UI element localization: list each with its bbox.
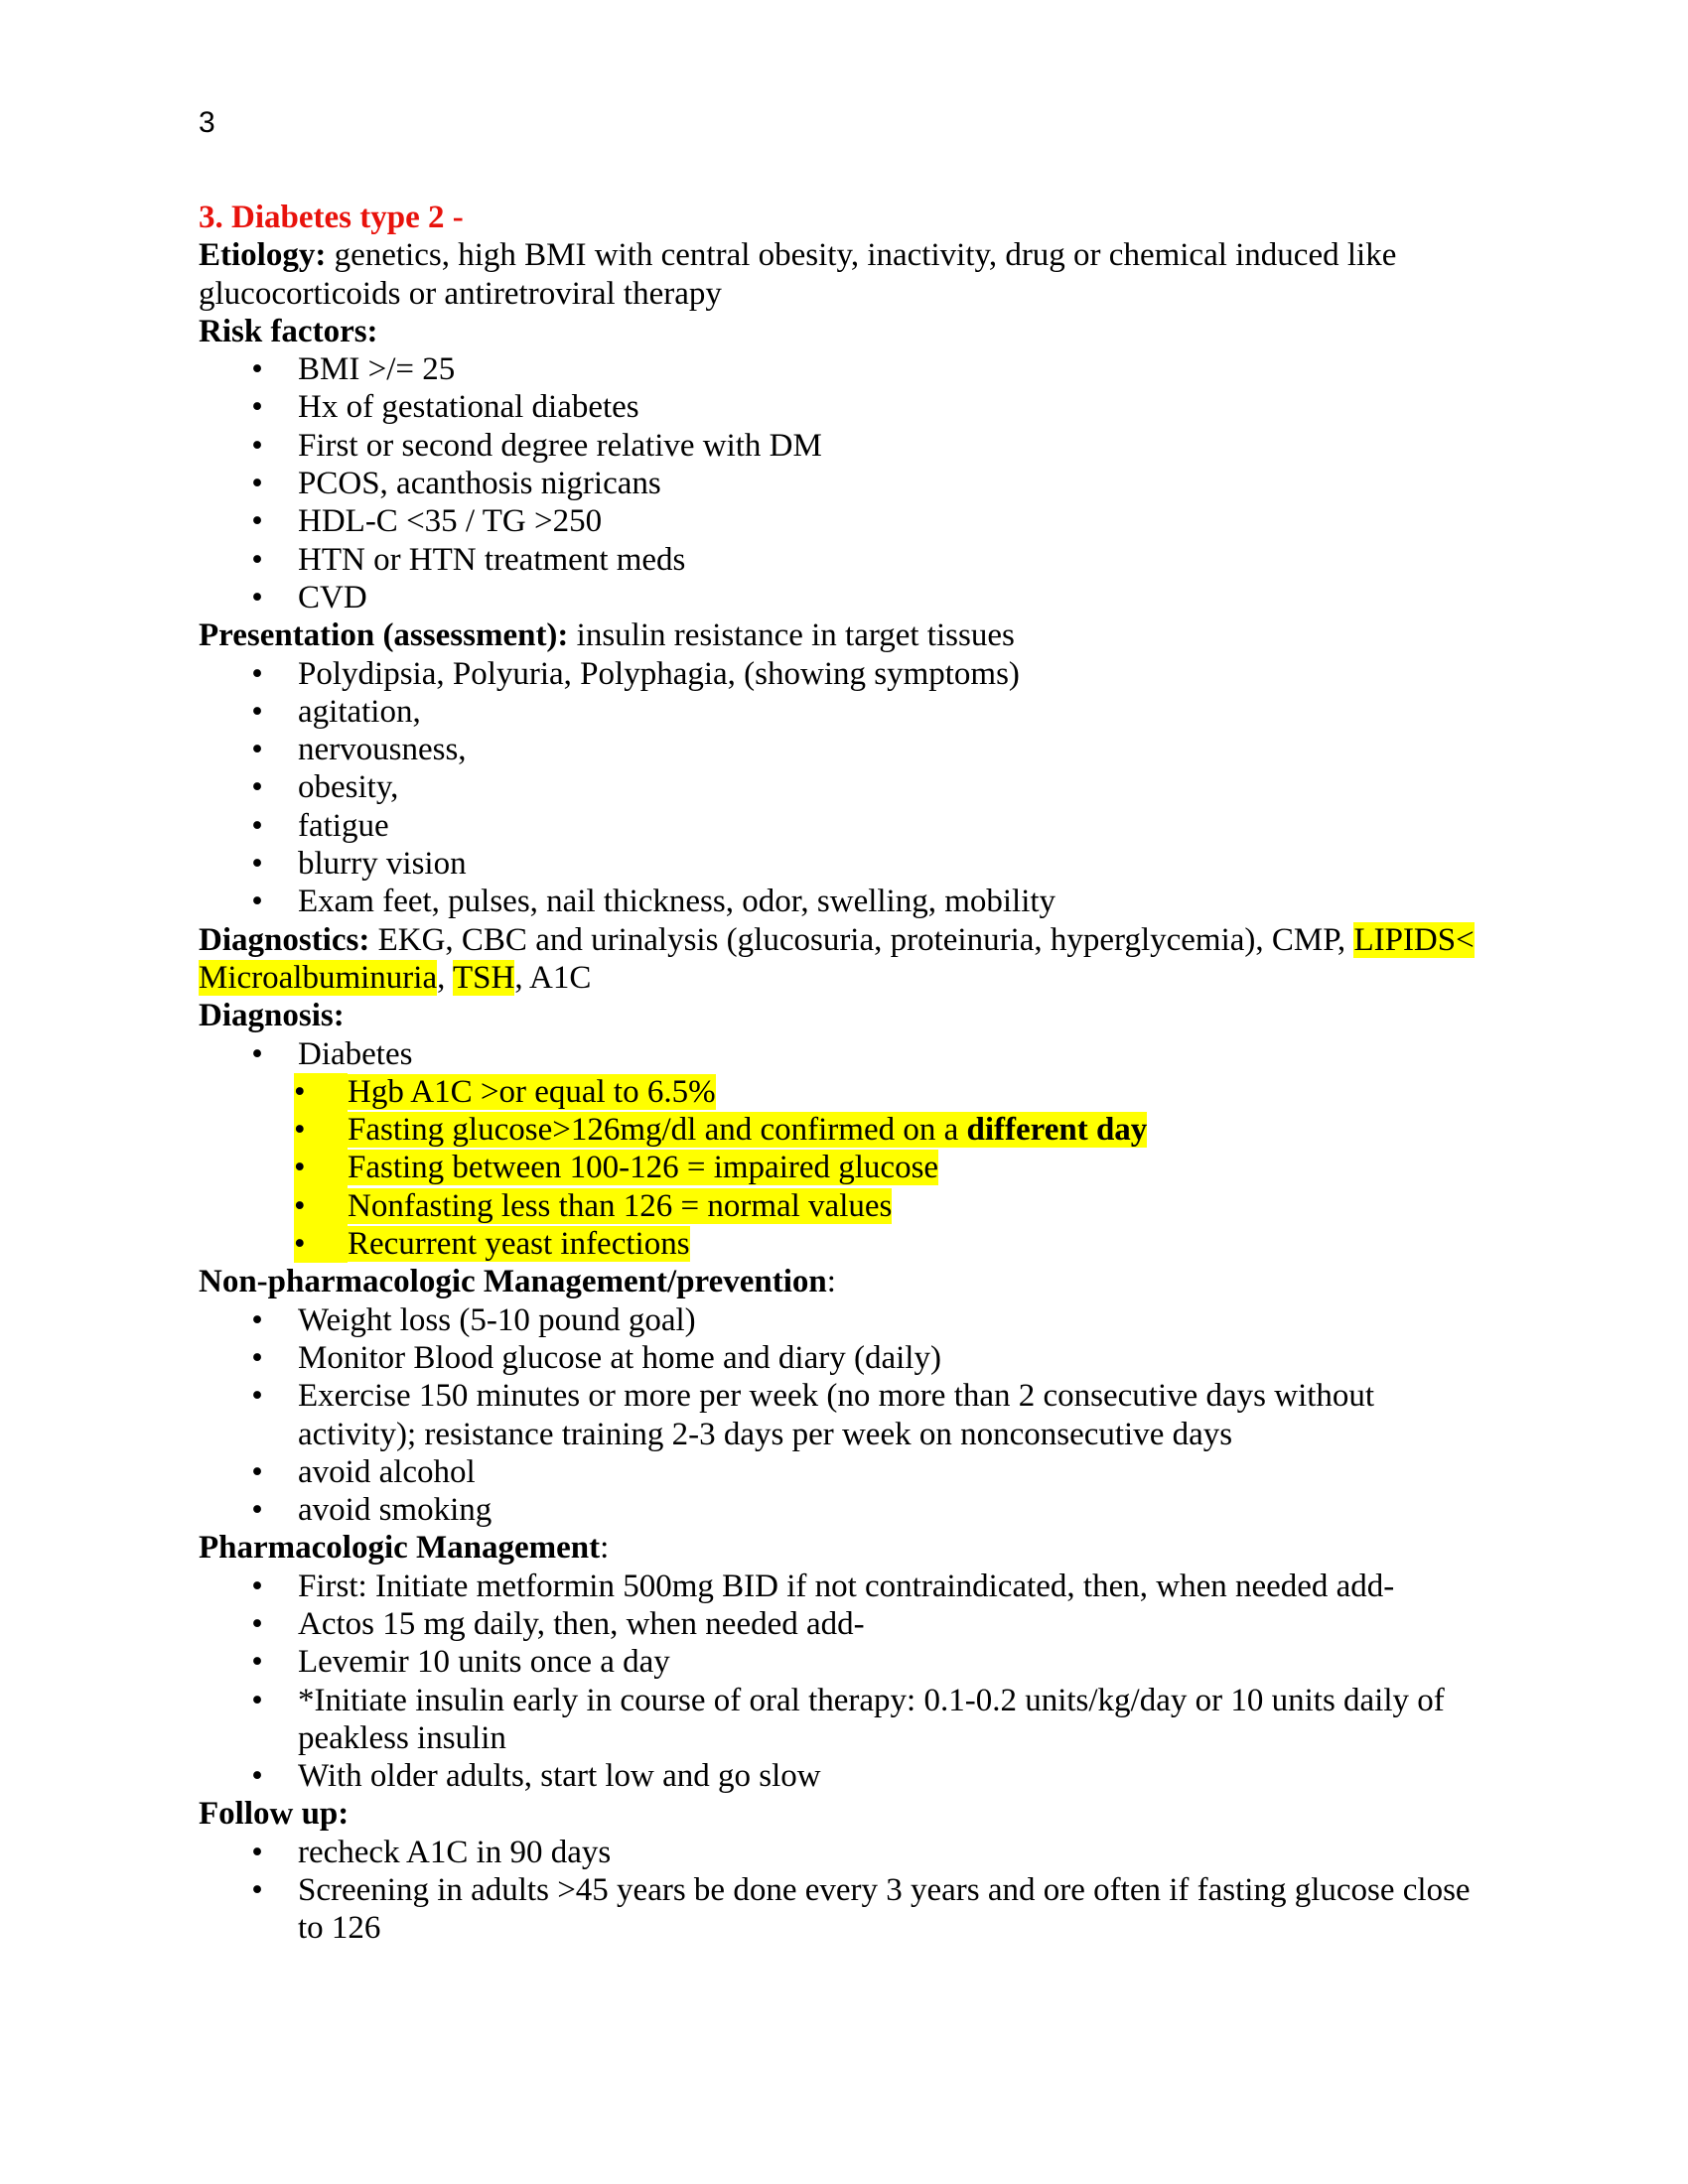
list-item: • Actos 15 mg daily, then, when needed add- (199, 1605, 1489, 1643)
list-item: • Weight loss (5-10 pound goal) (199, 1301, 1489, 1339)
list-item: • avoid alcohol (199, 1453, 1489, 1491)
bullet-icon: • (251, 389, 263, 426)
list-item: • Screening in adults >45 years be done every 3 years and ore often if fasting glucose close to 126 (199, 1871, 1489, 1948)
bullet-icon: • (294, 1073, 348, 1111)
bullet-icon: • (251, 1682, 263, 1718)
list-item: • blurry vision (199, 845, 1489, 883)
bullet-icon: • (294, 1111, 348, 1149)
follow-up-label: Follow up: (199, 1796, 350, 1833)
bullet-icon: • (251, 1872, 263, 1909)
bullet-icon: • (251, 846, 263, 883)
list-item: • Hgb A1C >or equal to 6.5% (294, 1073, 716, 1110)
bullet-icon: • (251, 655, 263, 692)
list-item: • nervousness, (199, 731, 1489, 768)
diagnosis-label: Diagnosis: (199, 998, 345, 1034)
etiology-text: genetics, high BMI with central obesity, inactivity, drug or chemical induced like glucocorticoids or antiretroviral therapy (199, 237, 1397, 312)
bullet-icon: • (251, 427, 263, 464)
risk-factors-list (199, 350, 1489, 616)
list-item: • Exercise 150 minutes or more per week (no more than 2 consecutive days without activity); resistance training 2-3 days per week on nonconsecutive days (199, 1377, 1489, 1453)
diagnosis-list (199, 1035, 1489, 1073)
etiology-paragraph (199, 236, 1489, 313)
presentation-paragraph (199, 616, 1489, 654)
bullet-icon: • (251, 579, 263, 615)
list-item: • Levemir 10 units once a day (199, 1643, 1489, 1681)
page-number: 3 (199, 106, 215, 139)
bullet-icon: • (251, 1339, 263, 1376)
bullet-icon: • (251, 503, 263, 540)
bullet-icon: • (251, 351, 263, 388)
list-item: • Hx of gestational diabetes (199, 388, 1489, 426)
list-item: • recheck A1C in 90 days (199, 1834, 1489, 1871)
bullet-icon: • (251, 1644, 263, 1681)
document-body (199, 199, 1489, 1948)
bullet-icon: • (251, 1568, 263, 1604)
list-item: • PCOS, acanthosis nigricans (199, 465, 1489, 502)
bullet-icon: • (251, 769, 263, 806)
list-item: • agitation, (199, 693, 1489, 731)
bullet-icon: • (251, 1834, 263, 1870)
section-title: 3. Diabetes type 2 - (199, 200, 464, 235)
list-item: • avoid smoking (199, 1491, 1489, 1529)
bullet-icon: • (251, 1035, 263, 1072)
presentation-list (199, 655, 1489, 921)
list-item: • Exam feet, pulses, nail thickness, odor, swelling, mobility (199, 883, 1489, 920)
list-item: • BMI >/= 25 (199, 350, 1489, 388)
bullet-icon: • (294, 1225, 348, 1263)
highlighted-text: LIPIDS< Microalbuminuria (199, 921, 1475, 996)
list-item: • Monitor Blood glucose at home and diary (daily) (199, 1339, 1489, 1377)
highlighted-text: TSH (453, 959, 515, 996)
list-item: • Nonfasting less than 126 = normal values (294, 1187, 893, 1224)
list-item: • Recurrent yeast infections (294, 1226, 690, 1263)
list-item: • *Initiate insulin early in course of oral therapy: 0.1-0.2 units/kg/day or 10 units daily of peakless insulin (199, 1682, 1489, 1758)
follow-up-list (199, 1834, 1489, 1948)
bullet-icon: • (251, 1378, 263, 1415)
list-item: • First or second degree relative with DM (199, 427, 1489, 465)
list-item: • obesity, (199, 768, 1489, 806)
pharm-list (199, 1568, 1489, 1796)
list-item: • fatigue (199, 807, 1489, 845)
presentation-label: Presentation (assessment): (199, 617, 569, 654)
diagnostics-paragraph: Diagnostics: EKG, CBC and urinalysis (glucosuria, proteinuria, hyperglycemia), CMP, LIPIDS< Microalbuminuria, TSH, A1C (199, 921, 1475, 996)
list-item: • Fasting between 100-126 = impaired glucose (294, 1150, 939, 1186)
list-item: • HTN or HTN treatment meds (199, 541, 1489, 579)
bullet-icon: • (251, 541, 263, 578)
pharm-heading: Pharmacologic Management: (199, 1530, 610, 1567)
bullet-icon: • (251, 693, 263, 730)
list-item: • Diabetes (199, 1035, 1489, 1073)
non-pharm-heading: Non-pharmacologic Management/prevention: (199, 1264, 836, 1300)
list-item: • With older adults, start low and go slow (199, 1757, 1489, 1795)
list-item: • Polydipsia, Polyuria, Polyphagia, (showing symptoms) (199, 655, 1489, 693)
list-item: • Fasting glucose>126mg/dl and confirmed on a different day (294, 1112, 1148, 1149)
diagnostics-label: Diagnostics: (199, 921, 370, 958)
bullet-icon: • (251, 1605, 263, 1642)
bullet-icon: • (251, 807, 263, 844)
bullet-icon: • (251, 466, 263, 502)
list-item: • First: Initiate metformin 500mg BID if not contraindicated, then, when needed add- (199, 1568, 1489, 1605)
bullet-icon: • (251, 884, 263, 920)
presentation-text: insulin resistance in target tissues (568, 617, 1015, 654)
etiology-label: Etiology: (199, 237, 327, 274)
risk-factors-label: Risk factors: (199, 313, 378, 349)
bullet-icon: • (251, 1301, 263, 1338)
diagnosis-criteria-list (199, 1073, 1489, 1263)
list-item: • CVD (199, 579, 1489, 616)
bullet-icon: • (251, 1492, 263, 1529)
bullet-icon: • (294, 1149, 348, 1186)
list-item: • HDL-C <35 / TG >250 (199, 502, 1489, 540)
bullet-icon: • (251, 1453, 263, 1490)
bullet-icon: • (251, 732, 263, 768)
bullet-icon: • (294, 1187, 348, 1225)
bullet-icon: • (251, 1758, 263, 1795)
non-pharm-list (199, 1301, 1489, 1530)
